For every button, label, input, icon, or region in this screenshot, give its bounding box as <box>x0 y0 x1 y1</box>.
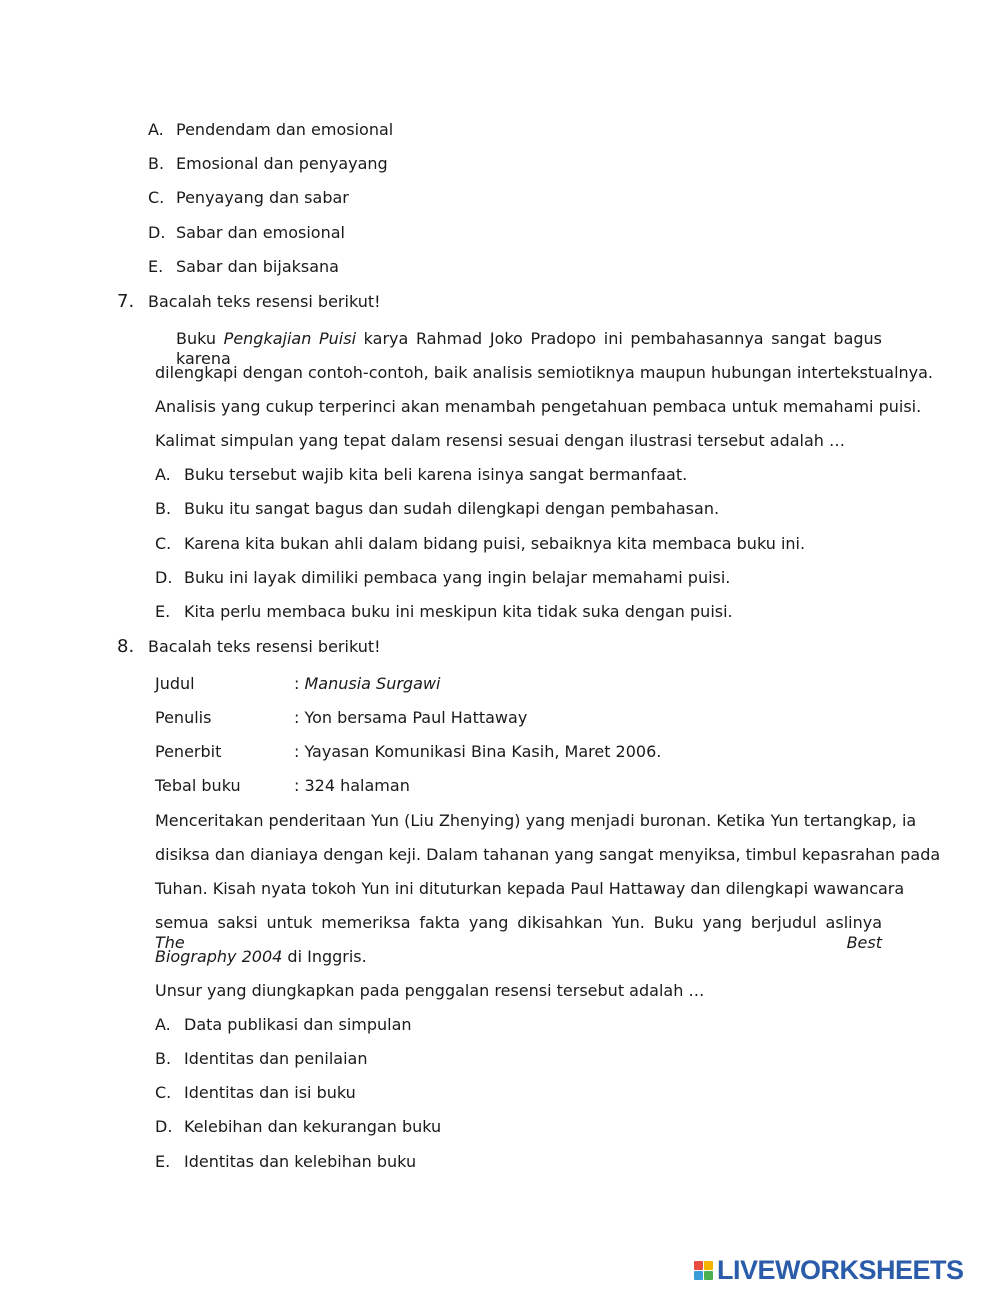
question-number: 8. <box>117 636 135 657</box>
q8-option-e[interactable] <box>155 1152 416 1172</box>
question-text: Kalimat simpulan yang tepat dalam resensi sesuai dengan ilustrasi tersebut adalah … <box>155 431 846 450</box>
option-letter: D. <box>155 1117 173 1136</box>
passage-line: Analisis yang cukup terperinci akan menambah pengetahuan pembaca untuk memahami puisi. <box>155 397 922 416</box>
option-text: Kelebihan dan kekurangan buku <box>184 1117 442 1136</box>
option-letter: A. <box>155 1015 171 1034</box>
option-letter: B. <box>155 1049 172 1068</box>
option-text: Kita perlu membaca buku ini meskipun kita tidak suka dengan puisi. <box>184 602 733 621</box>
option-letter: E. <box>155 1152 171 1171</box>
passage-line: Menceritakan penderitaan Yun (Liu Zhenying) yang menjadi buronan. Ketika Yun tertangkap, ia <box>155 811 917 830</box>
field-label-penulis: Penulis <box>155 708 212 727</box>
option-text: Sabar dan emosional <box>176 223 345 242</box>
q6-option-a[interactable] <box>148 120 393 140</box>
logo-tile-icon <box>704 1271 713 1280</box>
option-letter: D. <box>148 223 166 242</box>
option-text: Penyayang dan sabar <box>176 188 349 207</box>
field-label-tebal: Tebal buku <box>155 776 241 795</box>
option-letter: B. <box>155 499 172 518</box>
option-letter: A. <box>148 120 164 139</box>
field-label-judul: Judul <box>155 674 195 693</box>
passage-line: Buku Pengkajian Puisi karya Rahmad Joko Pradopo ini pembahasannya sangat bagus karena <box>176 329 883 368</box>
option-text: Buku itu sangat bagus dan sudah dilengkapi dengan pembahasan. <box>184 499 720 518</box>
option-text: Pendendam dan emosional <box>176 120 394 139</box>
option-text: Emosional dan penyayang <box>176 154 388 173</box>
logo-tile-icon <box>694 1261 703 1270</box>
q8-option-b[interactable] <box>155 1049 368 1069</box>
question-number: 7. <box>117 291 135 312</box>
passage-line: Biography 2004 di Inggris. <box>155 947 367 966</box>
option-text: Buku tersebut wajib kita beli karena isinya sangat bermanfaat. <box>184 465 688 484</box>
option-text: Identitas dan penilaian <box>184 1049 368 1068</box>
q7-option-c[interactable] <box>155 534 805 554</box>
logo-tile-icon <box>694 1271 703 1280</box>
option-text: Identitas dan isi buku <box>184 1083 356 1102</box>
field-value-tebal: : 324 halaman <box>294 776 410 795</box>
passage-line: dilengkapi dengan contoh-contoh, baik analisis semiotiknya maupun hubungan intertekstualnya. <box>155 363 934 382</box>
option-text: Identitas dan kelebihan buku <box>184 1152 417 1171</box>
logo-tile-icon <box>704 1261 713 1270</box>
field-value-penerbit: : Yayasan Komunikasi Bina Kasih, Maret 2006. <box>294 742 662 761</box>
logo-text: LIVEWORKSHEETS <box>717 1254 964 1285</box>
q6-option-d[interactable] <box>148 223 345 243</box>
q8-option-d[interactable] <box>155 1117 441 1137</box>
field-value-judul: : Manusia Surgawi <box>294 674 441 693</box>
field-value-penulis: : Yon bersama Paul Hattaway <box>294 708 528 727</box>
q7-option-b[interactable] <box>155 499 719 519</box>
q7-option-e[interactable] <box>155 602 733 622</box>
option-letter: C. <box>155 1083 172 1102</box>
q6-option-c[interactable] <box>148 188 349 208</box>
passage-line: disiksa dan dianiaya dengan keji. Dalam tahanan yang sangat menyiksa, timbul kepasrahan pada <box>155 845 941 864</box>
option-text: Data publikasi dan simpulan <box>184 1015 412 1034</box>
option-text: Karena kita bukan ahli dalam bidang puisi, sebaiknya kita membaca buku ini. <box>184 534 806 553</box>
option-text: Sabar dan bijaksana <box>176 257 339 276</box>
q7-option-d[interactable] <box>155 568 730 588</box>
option-letter: C. <box>148 188 165 207</box>
liveworksheets-icon <box>694 1261 713 1280</box>
question-instruction: Bacalah teks resensi berikut! <box>148 292 381 311</box>
option-letter: B. <box>148 154 165 173</box>
q6-option-b[interactable] <box>148 154 388 174</box>
option-text: Buku ini layak dimiliki pembaca yang ingin belajar memahami puisi. <box>184 568 731 587</box>
option-letter: A. <box>155 465 171 484</box>
question-instruction: Bacalah teks resensi berikut! <box>148 637 381 656</box>
question-text: Unsur yang diungkapkan pada penggalan resensi tersebut adalah … <box>155 981 705 1000</box>
q8-option-a[interactable] <box>155 1015 412 1035</box>
option-letter: D. <box>155 568 173 587</box>
book-title: Pengkajian Puisi <box>223 329 357 348</box>
liveworksheets-logo[interactable] <box>694 1256 964 1284</box>
q6-option-e[interactable] <box>148 257 339 277</box>
q8-option-c[interactable] <box>155 1083 356 1103</box>
field-label-penerbit: Penerbit <box>155 742 222 761</box>
option-letter: E. <box>155 602 171 621</box>
option-letter: C. <box>155 534 172 553</box>
passage-line: Tuhan. Kisah nyata tokoh Yun ini dituturkan kepada Paul Hattaway dan dilengkapi wawancara <box>155 879 905 898</box>
option-letter: E. <box>148 257 164 276</box>
passage-line: semua saksi untuk memeriksa fakta yang dikisahkan Yun. Buku yang berjudul aslinya The Best <box>155 913 882 952</box>
q7-option-a[interactable] <box>155 465 687 485</box>
